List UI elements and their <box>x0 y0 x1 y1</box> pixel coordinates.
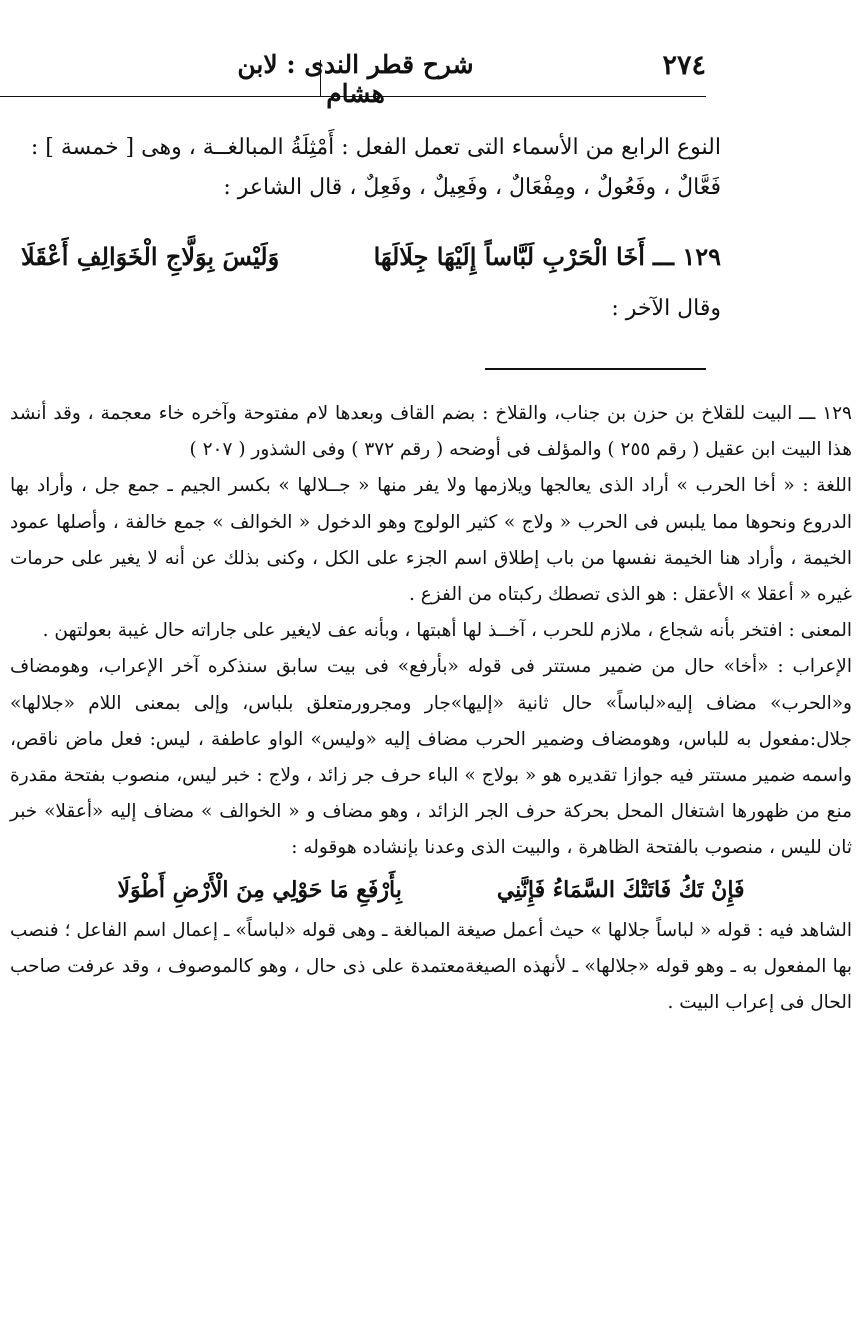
after-verse-text: وقال الآخر : <box>611 296 721 321</box>
footnote-rule <box>485 368 706 370</box>
header-divider <box>320 60 321 96</box>
footnote-parsing: الإعراب : «أخا» حال من ضمير مستتر فى قوله «بأرفع» فى بيت سابق سنذكره آخر الإعراب، وهومضاف و«الحرب» مضاف إليه«لباساً» حال ثانية «إليها»جار ومجرورمتعلق بلباس، وإلى بمعنى اللام «جلالها» جلال:مفعول به للباس، وهومضاف وضمير الحرب مضاف إليه «وليس» الواو عاطفة ، ليس: فعل ماض ناقص، واسمه ضمير مستتر فيه جوازا تقديره هو « بولاج » الباء حرف جر زائد ، ولاج : خبر ليس، منصوب بفتحة مقدرة منع من ظهورها اشتغال المحل بحركة حرف الجر الزائد ، وهو مضاف و « الخوالف » مضاف إليه «أعقلا» خبر ثان لليس ، منصوب بالفتحة الظاهرة ، والبيت الذى وعدنا بإنشاده هوقوله : <box>10 656 852 859</box>
poem-second-hemistich: بِأَرْفَعِ مَا حَوْلِي مِنَ الْأَرْضِ أَطْوَلَا <box>117 876 402 903</box>
verse-first-hemistich: أَخَا الْحَرْبِ لَبَّاساً إِلَيْهَا جِلَالَهَا <box>373 242 645 271</box>
page-header <box>0 50 706 108</box>
footnote-evidence: الشاهد فيه : قوله « لباساً جلالها » حيث أعمل صيغة المبالغة ـ وهى قوله «لباساً» ـ إعمال اسم الفاعل ؛ فنصب بها المفعول به ـ وهو قوله «جلالها» ـ لأنهذه الصيغةمعتمدة على ذى حال ، وهو كالموصوف ، وقد عرفت صاحب الحال فى إعراب البيت . <box>10 919 852 1014</box>
footnotes <box>10 396 852 1021</box>
main-paragraph-2: فَعَّالٌ ، وفَعُولٌ ، ومِفْعَالٌ ، وفَعِيلٌ ، وفَعِلٌ ، قال الشاعر : <box>223 175 721 200</box>
header-rule <box>0 96 706 97</box>
poem-first-hemistich: فَإِنْ تَكُ فَاتَتْكَ السَّمَاءُ فَإِنَّنِي <box>496 876 745 903</box>
verse-second-hemistich: وَلَيْسَ بِوَلَّاجِ الْخَوَالِفِ أَعْقَلَا <box>21 242 280 271</box>
footnote-meaning: المعنى : افتخر بأنه شجاع ، ملازم للحرب ، آخــذ لها أهبتها ، وبأنه عف لايغير على جاراته حال غيبة بعولتهن . <box>42 620 852 642</box>
page-number: ٢٧٤ <box>662 50 706 81</box>
footnote-language: اللغة : « أخا الحرب » أراد الذى يعالجها ويلازمها ولا يفر منها « جــلالها » بكسر الجيم ـ جمع جل ، وأراد بها الدروع ونحوها مما يلبس فى الحرب « ولاج » كثير الولوج وهو الدخول « الخوالف » جمع خالفة ، وأصلها عمود الخيمة ، وأراد هنا الخيمة نفسها من باب إطلاق اسم الجزء على الكل ، وكنى بذلك عن أنه لا يغير على حرمات غيره « أعقلا » الأعقل : هو الذى تصطك ركبتاه من الفزع . <box>10 475 852 606</box>
footnote-poem <box>10 867 852 913</box>
footnote-source: ١٢٩ ـــ البيت للقلاخ بن حزن بن جناب، والقلاخ : بضم القاف وبعدها لام مفتوحة وآخره خاء معجمة ، وقد أنشد هذا البيت ابن عقيل ( رقم ٢٥٥ ) والمؤلف فى أوضحه ( رقم ٣٧٢ ) وفى الشذور ( ٢٠٧ ) <box>10 403 852 461</box>
main-text <box>21 128 721 208</box>
verse-first-line <box>374 242 721 271</box>
running-title: شرح قطر الندى : لابن هشام <box>237 50 474 108</box>
main-paragraph-1: النوع الرابع من الأسماء التى تعمل الفعل : أَمْثِلَةُ المبالغــة ، وهى [ خمسة ] : <box>30 135 721 160</box>
verse-129 <box>21 242 721 271</box>
verse-number: ١٢٩ ـــ <box>652 242 721 271</box>
